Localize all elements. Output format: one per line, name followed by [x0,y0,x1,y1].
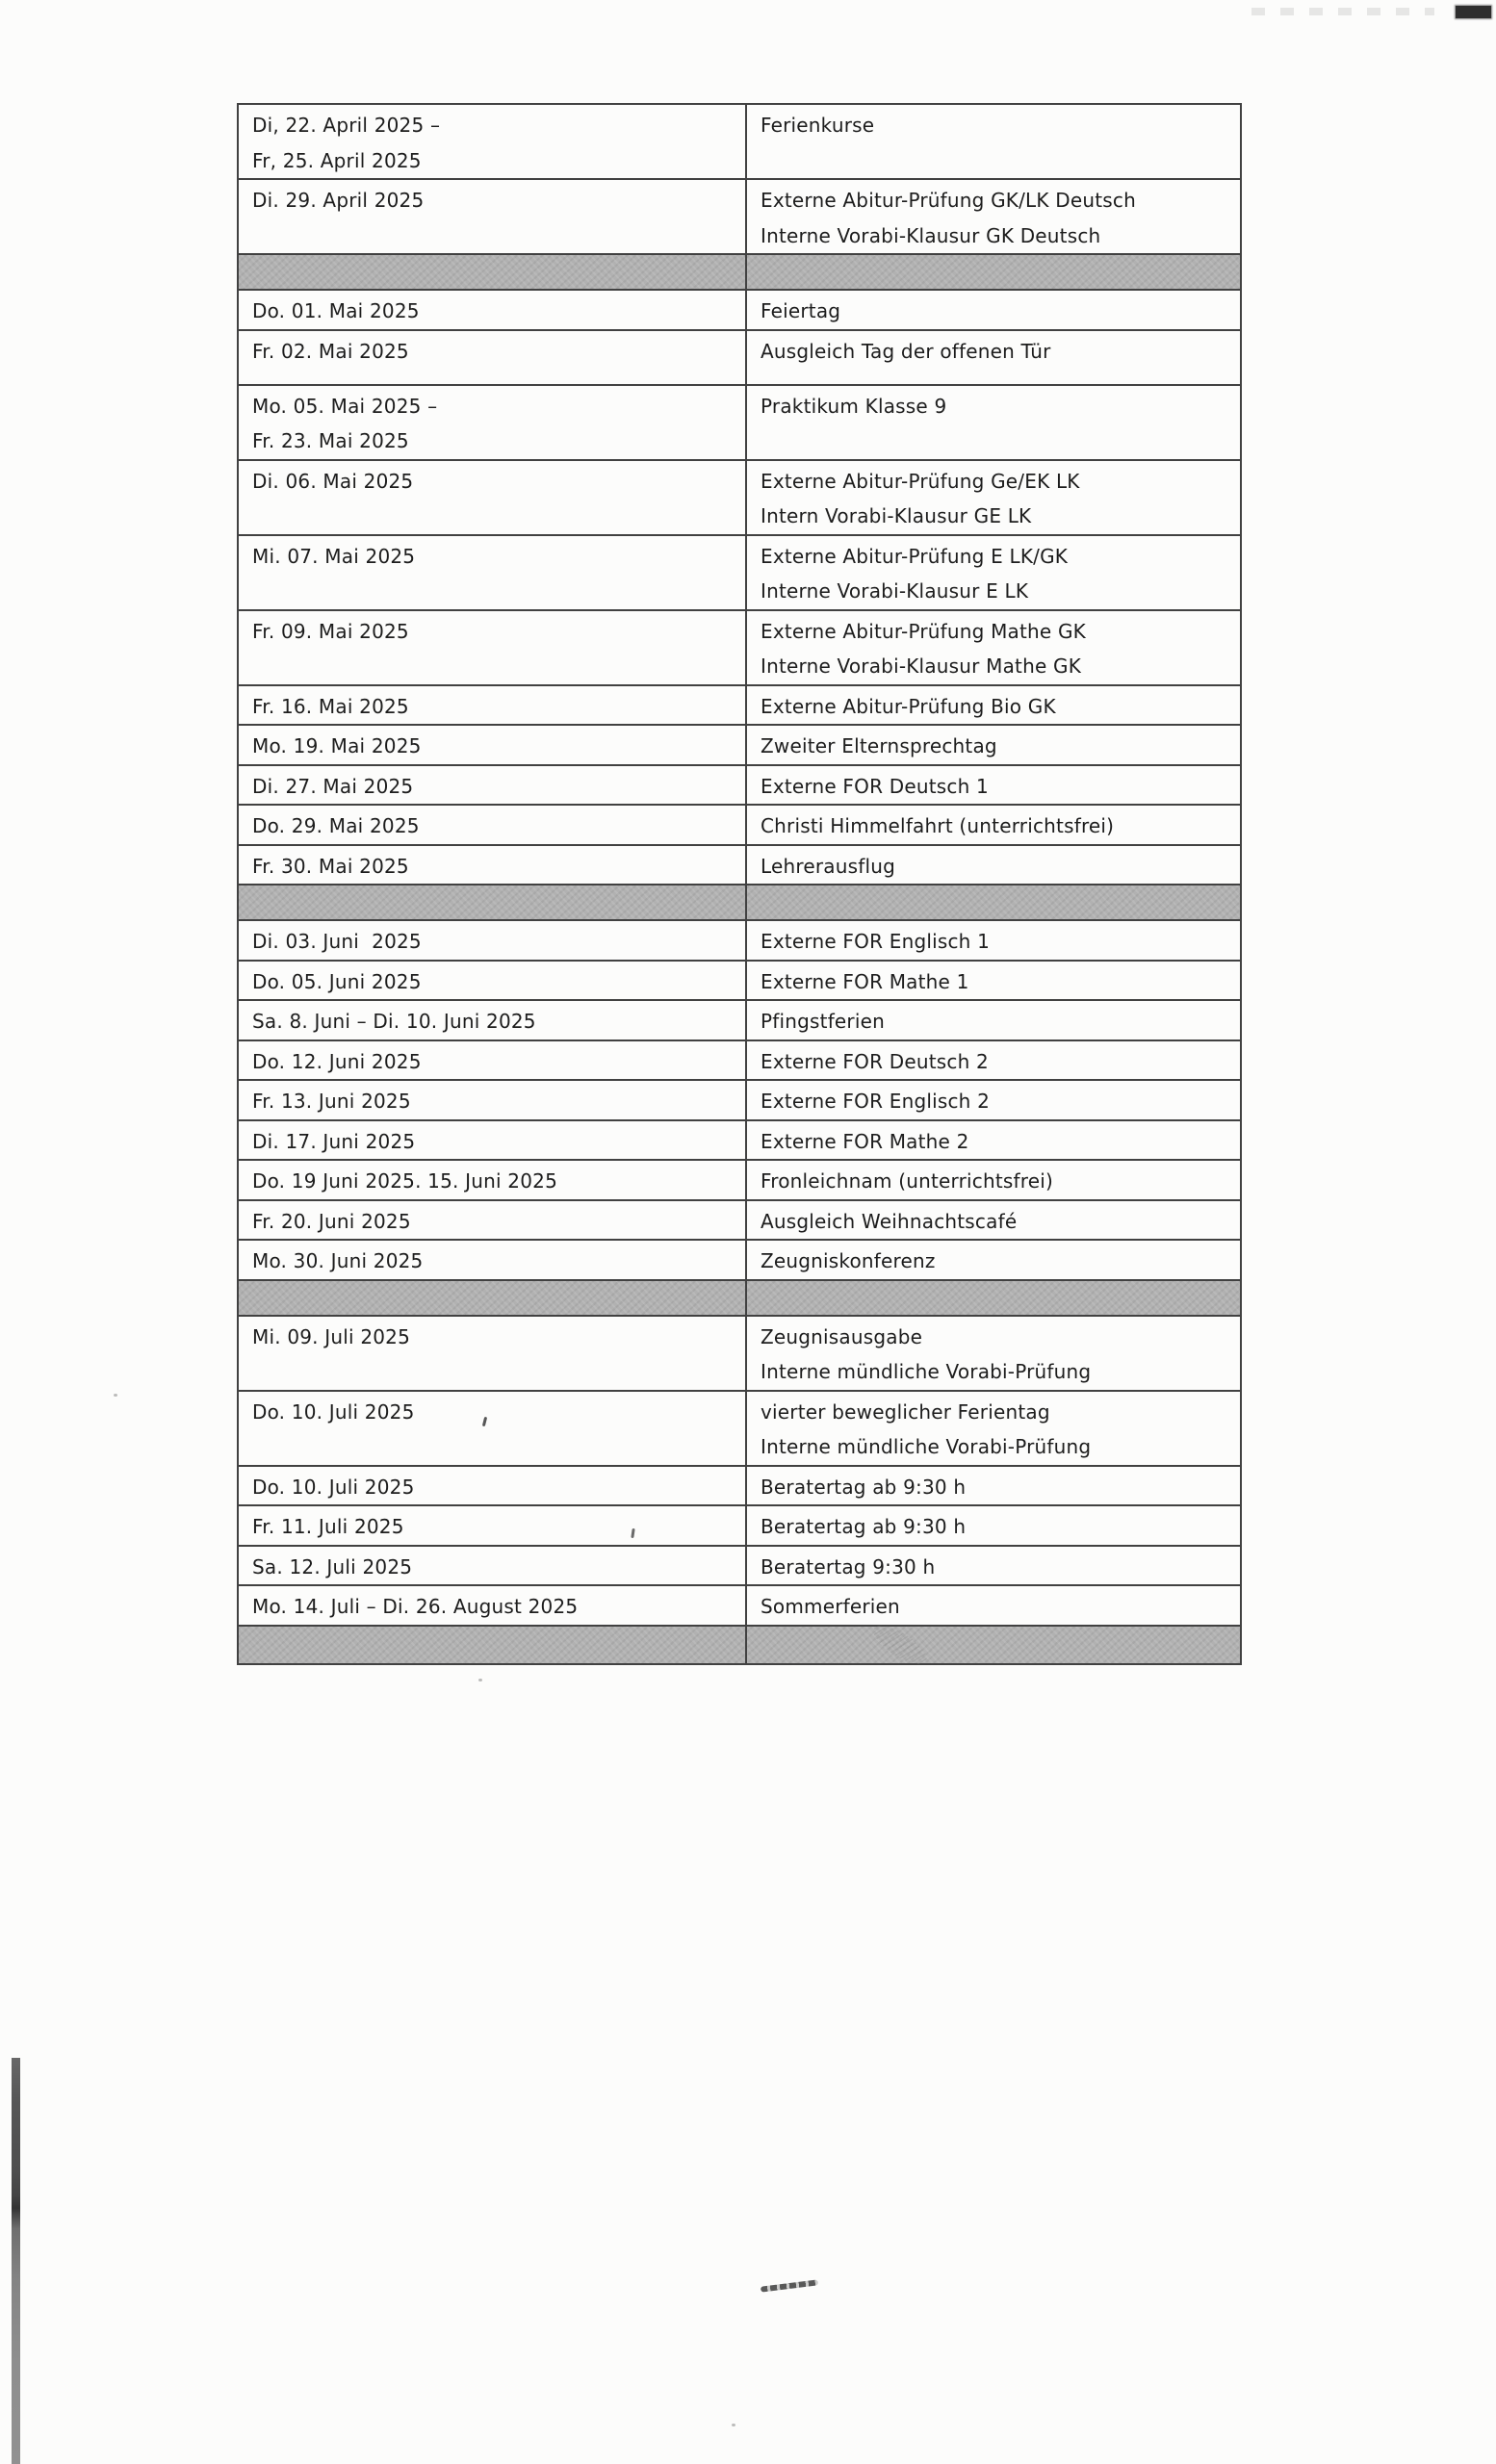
date-cell [238,1316,746,1391]
date-text: Di. 06. Mai 2025 [252,469,414,493]
event-cell [746,920,1241,961]
date-cell [238,179,746,254]
table-row [238,535,1241,610]
date-text: Di. 17. Juni 2025 [252,1129,416,1153]
table-row [238,1466,1241,1506]
event-cell [746,460,1241,535]
date-cell [238,1000,746,1040]
table-row [238,1120,1241,1161]
date-text: Fr. 09. Mai 2025 [252,619,409,643]
date-cell [238,1391,746,1466]
date-text: Fr. 16. Mai 2025 [252,694,409,718]
event-text: Zeugniskonferenz [761,1249,936,1272]
event-cell [746,961,1241,1001]
event-cell [746,845,1241,886]
event-cell [746,765,1241,806]
event-text: Zeugnisausgabe [761,1324,923,1348]
event-text: Beratertag ab 9:30 h [761,1515,967,1538]
event-text: Ausgleich Weihnachtscafé [761,1209,1018,1233]
table-row [238,685,1241,726]
separator-cell [746,254,1241,290]
date-text: Do. 01. Mai 2025 [252,299,420,322]
event-text: Ausgleich Tag der offenen Tür [761,339,1051,363]
event-text: Sommerferien [761,1595,900,1618]
scan-artifact-speck [478,1679,482,1681]
date-cell [238,1546,746,1586]
event-text: Externe FOR Mathe 1 [761,969,969,993]
table-row [238,765,1241,806]
table-row [238,725,1241,765]
separator-row [238,885,1241,920]
date-text: Di. 29. April 2025 [252,189,425,212]
event-text: Externe FOR Mathe 2 [761,1129,969,1153]
date-text: Mo. 14. Juli – Di. 26. August 2025 [252,1595,579,1618]
date-cell [238,805,746,845]
date-text: Do. 05. Juni 2025 [252,969,422,993]
date-text: Fr. 13. Juni 2025 [252,1090,411,1113]
scan-artifact-left-edge-bar [12,2058,20,2464]
table-row [238,1240,1241,1280]
event-cell [746,725,1241,765]
event-text: Feiertag [761,299,841,322]
table-row [238,961,1241,1001]
event-text: Beratertag ab 9:30 h [761,1475,967,1499]
event-cell [746,290,1241,330]
date-cell [238,460,746,535]
event-text: Interne Vorabi-Klausur Mathe GK [761,654,1082,678]
event-text: Externe FOR Deutsch 1 [761,774,989,798]
date-text: Fr. 02. Mai 2025 [252,339,409,363]
date-cell [238,845,746,886]
table-row [238,1391,1241,1466]
table-row [238,179,1241,254]
event-text: Christi Himmelfahrt (unterrichtsfrei) [761,814,1115,837]
table-row [238,1160,1241,1200]
date-cell [238,330,746,385]
event-cell [746,610,1241,685]
date-text: Mi. 09. Juli 2025 [252,1324,411,1348]
event-schedule-table [237,103,1242,1665]
event-cell [746,1240,1241,1280]
table-row [238,290,1241,330]
date-cell [238,1240,746,1280]
date-text: Do. 10. Juli 2025 [252,1475,415,1499]
event-text: Zweiter Elternsprechtag [761,734,997,757]
date-cell [238,1200,746,1241]
date-text: Do. 29. Mai 2025 [252,814,420,837]
date-cell [238,920,746,961]
event-text: Praktikum Klasse 9 [761,394,947,418]
separator-cell [746,1626,1241,1664]
date-text: Mi. 07. Mai 2025 [252,544,416,568]
date-text: Fr. 11. Juli 2025 [252,1515,404,1538]
table-row [238,1200,1241,1241]
table-row [238,1040,1241,1081]
table-row [238,805,1241,845]
event-text: Intern Vorabi-Klausur GE LK [761,504,1032,527]
scan-artifact-speck [732,2424,735,2426]
table-row [238,330,1241,385]
date-cell [238,765,746,806]
event-cell [746,1040,1241,1081]
event-text: Interne Vorabi-Klausur GK Deutsch [761,223,1101,247]
event-cell [746,1546,1241,1586]
event-cell [746,1505,1241,1546]
event-cell [746,385,1241,460]
event-text: Ferienkurse [761,114,875,137]
event-text: Fronleichnam (unterrichtsfrei) [761,1169,1053,1193]
schedule-table-body [238,104,1241,1664]
event-cell [746,685,1241,726]
date-cell [238,685,746,726]
event-text: Interne Vorabi-Klausur E LK [761,579,1029,603]
event-text: Pfingstferien [761,1010,885,1033]
scan-artifact-speck [114,1394,117,1397]
event-text: vierter beweglicher Ferientag [761,1399,1050,1424]
date-text: Fr. 30. Mai 2025 [252,854,409,878]
date-cell [238,725,746,765]
event-text: Interne mündliche Vorabi-Prüfung [761,1360,1092,1383]
table-row [238,845,1241,886]
event-cell [746,1466,1241,1506]
date-text: Di, 22. April 2025 – [252,114,441,137]
event-text: Externe Abitur-Prüfung Ge/EK LK [761,469,1080,493]
table-row [238,385,1241,460]
event-text: Externe Abitur-Prüfung Bio GK [761,694,1056,718]
date-text: Sa. 8. Juni – Di. 10. Juni 2025 [252,1010,536,1033]
table-row [238,920,1241,961]
event-text: Externe Abitur-Prüfung E LK/GK [761,544,1069,568]
event-text: Interne mündliche Vorabi-Prüfung [761,1435,1092,1458]
separator-cell [238,1626,746,1664]
event-text: Externe Abitur-Prüfung GK/LK Deutsch [761,189,1136,212]
separator-row [238,1280,1241,1316]
date-text: Fr. 23. Mai 2025 [252,429,409,452]
event-cell [746,1391,1241,1466]
date-text: Do. 19 Juni 2025. 15. Juni 2025 [252,1169,558,1193]
date-cell [238,1466,746,1506]
date-cell [238,1040,746,1081]
event-cell [746,1200,1241,1241]
event-text: Externe FOR Englisch 2 [761,1090,991,1113]
date-text: Fr. 20. Juni 2025 [252,1209,411,1233]
event-cell [746,805,1241,845]
date-text: Di. 27. Mai 2025 [252,774,414,798]
event-text: Lehrerausflug [761,854,896,878]
date-text: Do. 12. Juni 2025 [252,1049,422,1073]
date-text: Sa. 12. Juli 2025 [252,1554,413,1578]
scan-artifact-top-right-block [1456,6,1491,18]
date-cell [238,1585,746,1626]
date-cell [238,385,746,460]
separator-row [238,254,1241,290]
separator-cell [746,885,1241,920]
date-cell [238,1505,746,1546]
event-text: Beratertag 9:30 h [761,1554,936,1578]
event-cell [746,1000,1241,1040]
date-cell [238,610,746,685]
date-cell [238,1120,746,1161]
event-cell [746,104,1241,179]
event-cell [746,179,1241,254]
table-row [238,1316,1241,1391]
event-cell [746,330,1241,385]
date-cell [238,104,746,179]
separator-cell [746,1280,1241,1316]
table-row [238,104,1241,179]
date-text: Mo. 05. Mai 2025 – [252,394,438,418]
table-row [238,1080,1241,1120]
date-cell [238,290,746,330]
date-text: Fr, 25. April 2025 [252,148,422,172]
table-row [238,1505,1241,1546]
event-text: Externe FOR Deutsch 2 [761,1049,989,1073]
event-cell [746,1080,1241,1120]
table-row [238,460,1241,535]
date-cell [238,535,746,610]
event-cell [746,1120,1241,1161]
event-text: Externe Abitur-Prüfung Mathe GK [761,619,1086,643]
date-cell [238,961,746,1001]
date-text: Mo. 30. Juni 2025 [252,1249,424,1272]
table-row [238,1585,1241,1626]
scan-artifact-pen-dash [761,2279,818,2292]
event-cell [746,1160,1241,1200]
event-cell [746,1316,1241,1391]
separator-cell [238,1280,746,1316]
separator-cell [238,254,746,290]
table-row [238,1546,1241,1586]
event-cell [746,535,1241,610]
event-text: Externe FOR Englisch 1 [761,930,991,953]
date-text: Mo. 19. Mai 2025 [252,734,422,757]
separator-row [238,1626,1241,1664]
date-text: Do. 10. Juli 2025 [252,1399,415,1424]
table-row [238,610,1241,685]
date-cell [238,1080,746,1120]
date-cell [238,1160,746,1200]
scan-artifact-ghost-streak [1251,8,1434,15]
table-row [238,1000,1241,1040]
event-cell [746,1585,1241,1626]
separator-cell [238,885,746,920]
date-text: Di. 03. Juni 2025 [252,930,422,953]
